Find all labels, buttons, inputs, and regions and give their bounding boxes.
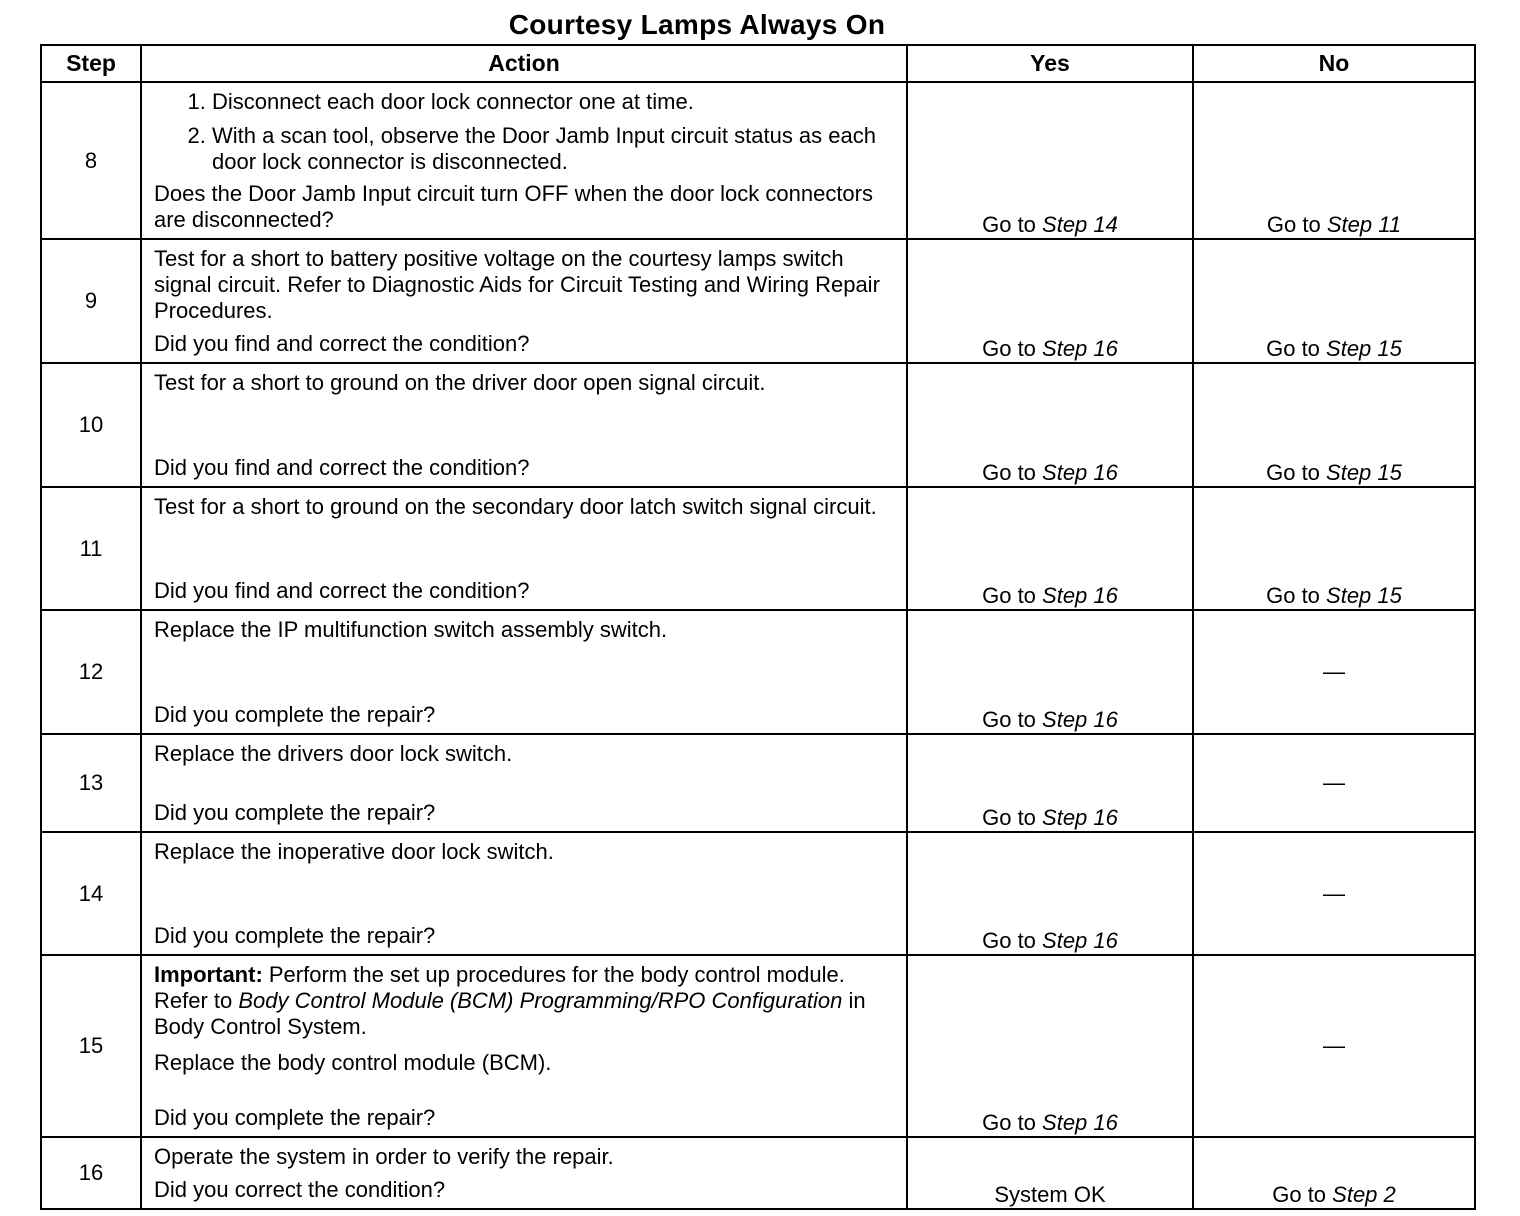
action-text: Test for a short to battery positive voltage on the courtesy lamps switch signal circuit. Refer to Diagnostic Aids for Circuit Testing and Wiring Repair Procedures. [154,246,880,323]
yes-step-link[interactable]: Step 14 [1042,212,1118,237]
action-question: Did you complete the repair? [154,923,436,948]
important-reference: Body Control Module (BCM) Programming/RPO Configuration [238,988,843,1013]
no-step-link[interactable]: Step 15 [1326,460,1402,485]
no-cell [1193,363,1475,487]
header-step: Step [41,45,141,82]
table-row-step-11 [41,487,1475,610]
no-prefix: Go to [1266,212,1327,237]
action-question: Did you find and correct the condition? [154,331,530,356]
header-action: Action [141,45,907,82]
action-question: Did you complete the repair? [154,800,436,825]
table-row-step-12 [41,610,1475,734]
yes-step-link[interactable]: Step 16 [1042,805,1118,830]
yes-cell [907,363,1193,487]
step-number: 8 [41,82,141,239]
yes-step-link[interactable]: Step 16 [1042,336,1118,361]
yes-cell: System OK [907,1137,1193,1209]
action-text: Replace the IP multifunction switch assembly switch. [154,617,668,642]
yes-prefix: Go to [982,928,1043,953]
action-cell [141,363,907,487]
action-cell [141,82,907,239]
yes-step-link[interactable]: Step 16 [1042,707,1118,732]
action-cell [141,1137,907,1209]
yes-prefix: Go to [982,1110,1043,1135]
yes-cell [907,955,1193,1137]
action-text: Test for a short to ground on the secondary door latch switch signal circuit. [154,494,877,519]
no-step-link[interactable]: Step 2 [1332,1182,1396,1207]
yes-cell [907,734,1193,832]
step-number: 11 [41,487,141,610]
table-row-step-9 [41,239,1475,363]
header-no: No [1193,45,1475,82]
action-question: Does the Door Jamb Input circuit turn OFF when the door lock connectors are disconnected? [154,181,873,232]
step-number: 14 [41,832,141,955]
table-row-step-10 [41,363,1475,487]
no-prefix: Go to [1266,583,1327,608]
table-row-step-15 [41,955,1475,1137]
no-cell [1193,239,1475,363]
action-cell [141,955,907,1137]
action-question: Did you find and correct the condition? [154,578,530,603]
table-row-step-13 [41,734,1475,832]
yes-prefix: Go to [982,336,1043,361]
page-title: Courtesy Lamps Always On [508,9,886,40]
action-text: Test for a short to ground on the driver door open signal circuit. [154,370,766,395]
yes-cell [907,82,1193,239]
step-number: 13 [41,734,141,832]
no-cell [1193,82,1475,239]
diagnostic-table [40,44,1476,1210]
header-row [41,45,1475,82]
no-cell [1193,487,1475,610]
no-cell-dash: — [1193,955,1475,1137]
action-cell [141,239,907,363]
header-yes: Yes [907,45,1193,82]
yes-cell [907,487,1193,610]
action-question: Did you complete the repair? [154,702,436,727]
yes-step-link[interactable]: Step 16 [1042,460,1118,485]
yes-prefix: Go to [982,460,1043,485]
yes-cell [907,239,1193,363]
step-number: 9 [41,239,141,363]
yes-prefix: Go to [982,583,1043,608]
important-text: Perform the set up procedures for the body control module. Refer to [154,962,845,1013]
no-prefix: Go to [1272,1182,1333,1207]
important-note [154,962,890,1040]
no-step-link[interactable]: Step 15 [1326,336,1402,361]
step-number: 15 [41,955,141,1137]
step-number: 16 [41,1137,141,1209]
action-cell [141,832,907,955]
substep-list [154,89,890,175]
action-text: Replace the drivers door lock switch. [154,741,513,766]
action-text: Operate the system in order to verify the repair. [154,1144,614,1169]
action-cell [141,487,907,610]
important-text-end: in Body Control System. [154,988,866,1039]
yes-step-link[interactable]: Step 16 [1042,583,1118,608]
no-step-link[interactable]: Step 15 [1326,583,1402,608]
no-cell [1193,1137,1475,1209]
table-row-step-14 [41,832,1475,955]
table-row-step-8 [41,82,1475,239]
step-number: 10 [41,363,141,487]
important-label: Important: [154,962,263,987]
no-prefix: Go to [1266,336,1327,361]
yes-cell [907,832,1193,955]
action-question: Did you complete the repair? [154,1105,436,1130]
action-text: Replace the inoperative door lock switch. [154,839,554,864]
yes-prefix: Go to [982,805,1043,830]
yes-cell [907,610,1193,734]
yes-step-link[interactable]: Step 16 [1042,928,1118,953]
substep: 2. With a scan tool, observe the Door Jamb Input circuit status as each door lock connector is disconnected. [212,123,890,175]
action-cell [141,610,907,734]
no-cell-dash: — [1193,610,1475,734]
no-cell-dash: — [1193,832,1475,955]
yes-step-link[interactable]: Step 16 [1042,1110,1118,1135]
yes-prefix: Go to [982,212,1043,237]
yes-prefix: Go to [982,707,1043,732]
substep: 1. Disconnect each door lock connector one at time. [212,89,890,115]
table-row-step-16 [41,1137,1475,1209]
action-text: Replace the body control module (BCM). [154,1050,552,1075]
no-step-link[interactable]: Step 11 [1326,212,1402,237]
action-question: Did you correct the condition? [154,1177,446,1202]
action-question: Did you find and correct the condition? [154,455,530,480]
step-number: 12 [41,610,141,734]
no-cell-dash: — [1193,734,1475,832]
no-prefix: Go to [1266,460,1327,485]
action-cell [141,734,907,832]
